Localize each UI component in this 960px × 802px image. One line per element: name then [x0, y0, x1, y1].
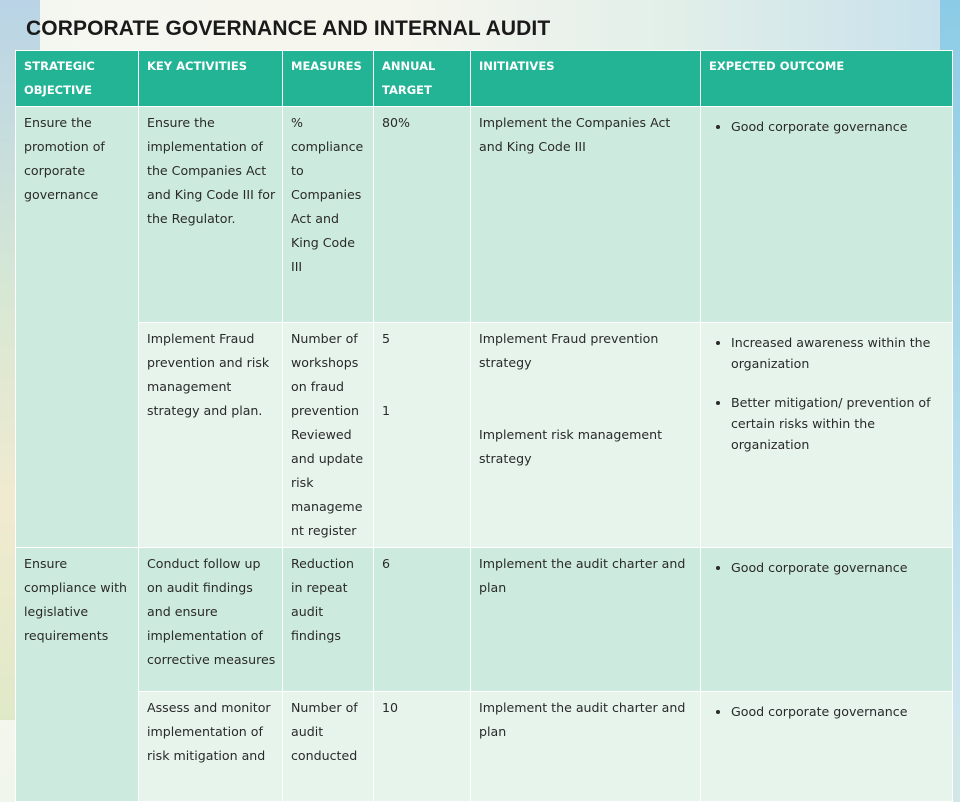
header-strategic-objective: STRATEGIC OBJECTIVE — [16, 51, 139, 107]
page-title: CORPORATE GOVERNANCE AND INTERNAL AUDIT — [26, 17, 551, 40]
outcome-cell — [701, 692, 953, 802]
measure-cell: Reduction in repeat audit findings — [283, 548, 374, 692]
target-value: 5 — [382, 331, 391, 346]
header-annual-target: ANNUAL TARGET — [374, 51, 471, 107]
target-cell: 6 — [374, 548, 471, 692]
outcome-item: • Good corporate governance — [731, 701, 948, 722]
outcome-list — [709, 557, 948, 578]
target-cell — [374, 323, 471, 548]
table-header-row — [16, 51, 953, 107]
initiative-cell: Implement the audit charter and plan — [471, 548, 701, 692]
measure-line: Reviewed and update risk manageme nt register — [291, 427, 364, 538]
activity-cell: Conduct follow up on audit findings and ensure implementation of corrective measures — [139, 548, 283, 692]
table-row — [16, 107, 953, 323]
measure-cell: % compliance to Companies Act and King Code III — [283, 107, 374, 323]
target-cell: 10 — [374, 692, 471, 802]
header-key-activities: KEY ACTIVITIES — [139, 51, 283, 107]
measure-cell: Number of audit conducted — [283, 692, 374, 802]
initiative-cell: Implement the audit charter and plan — [471, 692, 701, 802]
header-initiatives: INITIATIVES — [471, 51, 701, 107]
header-measures: MEASURES — [283, 51, 374, 107]
outcome-cell — [701, 107, 953, 323]
outcome-item: • Increased awareness within the organization — [731, 332, 948, 374]
target-cell: 80% — [374, 107, 471, 323]
target-value: 1 — [382, 403, 391, 418]
table-row — [16, 692, 953, 802]
activity-cell: Implement Fraud prevention and risk management strategy and plan. — [139, 323, 283, 548]
initiative-line: Implement risk management strategy — [479, 427, 663, 466]
initiative-cell — [471, 323, 701, 548]
outcome-cell — [701, 548, 953, 692]
outcome-item: • Good corporate governance — [731, 557, 948, 578]
governance-table — [15, 50, 953, 802]
objective-cell: Ensure the promotion of corporate governance — [16, 107, 139, 548]
activity-cell: Ensure the implementation of the Companies Act and King Code III for the Regulator. — [139, 107, 283, 323]
initiative-cell: Implement the Companies Act and King Code III — [471, 107, 701, 323]
outcome-list — [709, 116, 948, 137]
outcome-cell — [701, 323, 953, 548]
outcome-item: • Better mitigation/ prevention of certain risks within the organization — [731, 392, 948, 455]
table-row — [16, 548, 953, 692]
objective-cell: Ensure compliance with legislative requirements — [16, 548, 139, 802]
outcome-item: • Good corporate governance — [731, 116, 948, 137]
initiative-line: Implement Fraud prevention strategy — [479, 331, 659, 370]
measure-cell — [283, 323, 374, 548]
measure-line: Number of workshops on fraud prevention — [291, 331, 359, 418]
activity-cell: Assess and monitor implementation of risk mitigation and — [139, 692, 283, 802]
header-expected-outcome: EXPECTED OUTCOME — [701, 51, 953, 107]
outcome-list — [709, 332, 948, 455]
table-row — [16, 323, 953, 548]
outcome-list — [709, 701, 948, 722]
